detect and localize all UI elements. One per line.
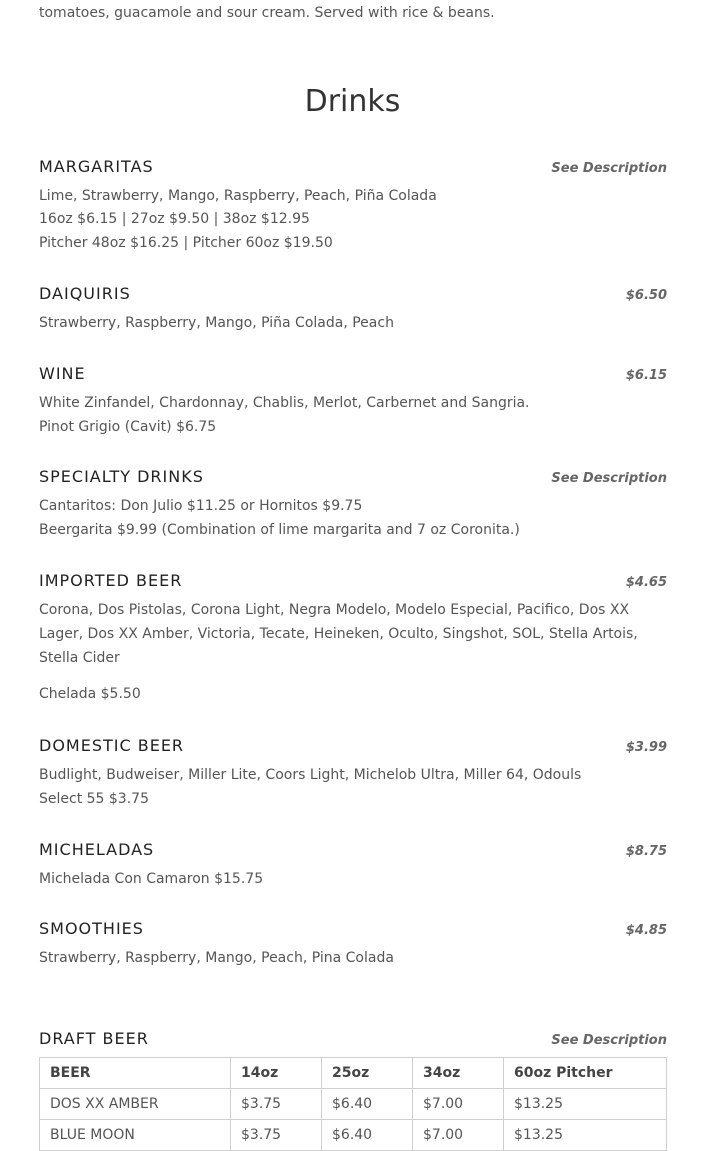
item-price: $6.15: [625, 368, 667, 383]
item-description: Strawberry, Raspberry, Mango, Peach, Pina Colada: [39, 950, 394, 966]
menu-item-smoothies: [39, 919, 667, 970]
item-price: $6.50: [625, 288, 667, 303]
menu-item-daiquiris: [39, 284, 667, 335]
table-row: [40, 1089, 667, 1120]
item-name: MARGARITAS: [39, 157, 154, 176]
previous-item-description: tomatoes, guacamole and sour cream. Served with rice & beans.: [39, 5, 495, 21]
item-price: $3.99: [625, 740, 667, 755]
section-title: Drinks: [304, 84, 401, 119]
item-price: See Description: [551, 471, 667, 486]
item-price: $4.85: [625, 923, 667, 938]
menu-item-domestic-beer: [39, 736, 667, 811]
table-header-cell: 25oz: [322, 1058, 413, 1089]
item-price: $8.75: [625, 844, 667, 859]
item-description: Michelada Con Camaron $15.75: [39, 871, 264, 887]
table-header-cell: 14oz: [231, 1058, 322, 1089]
item-price: $4.65: [625, 575, 667, 590]
menu-item-specialty-drinks: [39, 467, 667, 542]
table-header-cell: 34oz: [413, 1058, 504, 1089]
table-cell: $13.25: [504, 1089, 667, 1120]
table-cell: BLUE MOON: [40, 1120, 231, 1151]
item-extra: Chelada $5.50: [39, 686, 141, 702]
menu-item-imported-beer: [39, 571, 667, 706]
menu-item-margaritas: [39, 157, 667, 255]
item-name: WINE: [39, 364, 86, 383]
table-header-row: [40, 1058, 667, 1089]
item-price: See Description: [551, 161, 667, 176]
table-cell: DOS XX AMBER: [40, 1089, 231, 1120]
table-header-cell: BEER: [40, 1058, 231, 1089]
item-name: DRAFT BEER: [39, 1029, 149, 1048]
table-row: [40, 1120, 667, 1151]
table-cell: $7.00: [413, 1120, 504, 1151]
item-name: DAIQUIRIS: [39, 284, 131, 303]
item-name: SMOOTHIES: [39, 919, 144, 938]
table-cell: $3.75: [231, 1089, 322, 1120]
item-description: Strawberry, Raspberry, Mango, Piña Colada, Peach: [39, 315, 394, 331]
item-price: See Description: [551, 1033, 667, 1048]
table-cell: $13.25: [504, 1120, 667, 1151]
item-name: SPECIALTY DRINKS: [39, 467, 204, 486]
draft-beer-table: [39, 1057, 667, 1151]
item-description: Budlight, Budweiser, Miller Lite, Coors Light, Michelob Ultra, Miller 64, Odouls Select 55 $3.75: [39, 767, 582, 807]
table-cell: $3.75: [231, 1120, 322, 1151]
menu-item-micheladas: [39, 840, 667, 891]
item-description: Cantaritos: Don Julio $11.25 or Hornitos $9.75 Beergarita $9.99 (Combination of lime margarita and 7 oz Coronita.): [39, 498, 520, 538]
table-cell: $6.40: [322, 1120, 413, 1151]
item-description: Corona, Dos Pistolas, Corona Light, Negra Modelo, Modelo Especial, Pacifico, Dos XX Lager, Dos XX Amber, Victoria, Tecate, Heineken, Oculto, Singshot, SOL, Stella Artois, Stella Cider: [39, 602, 638, 666]
item-name: MICHELADAS: [39, 840, 155, 859]
table-cell: $6.40: [322, 1089, 413, 1120]
table-cell: $7.00: [413, 1089, 504, 1120]
item-description: White Zinfandel, Chardonnay, Chablis, Merlot, Carbernet and Sangria. Pinot Grigio (Cavit) $6.75: [39, 395, 530, 435]
table-header-cell: 60oz Pitcher: [504, 1058, 667, 1089]
item-name: IMPORTED BEER: [39, 571, 183, 590]
item-name: DOMESTIC BEER: [39, 736, 185, 755]
menu-item-draft-beer: [39, 1029, 667, 1049]
item-description: Lime, Strawberry, Mango, Raspberry, Peach, Piña Colada 16oz $6.15 | 27oz $9.50 | 38oz $12.95 Pitcher 48oz $16.25 | Pitcher 60oz $19.50: [39, 188, 437, 251]
menu-item-wine: [39, 364, 667, 439]
